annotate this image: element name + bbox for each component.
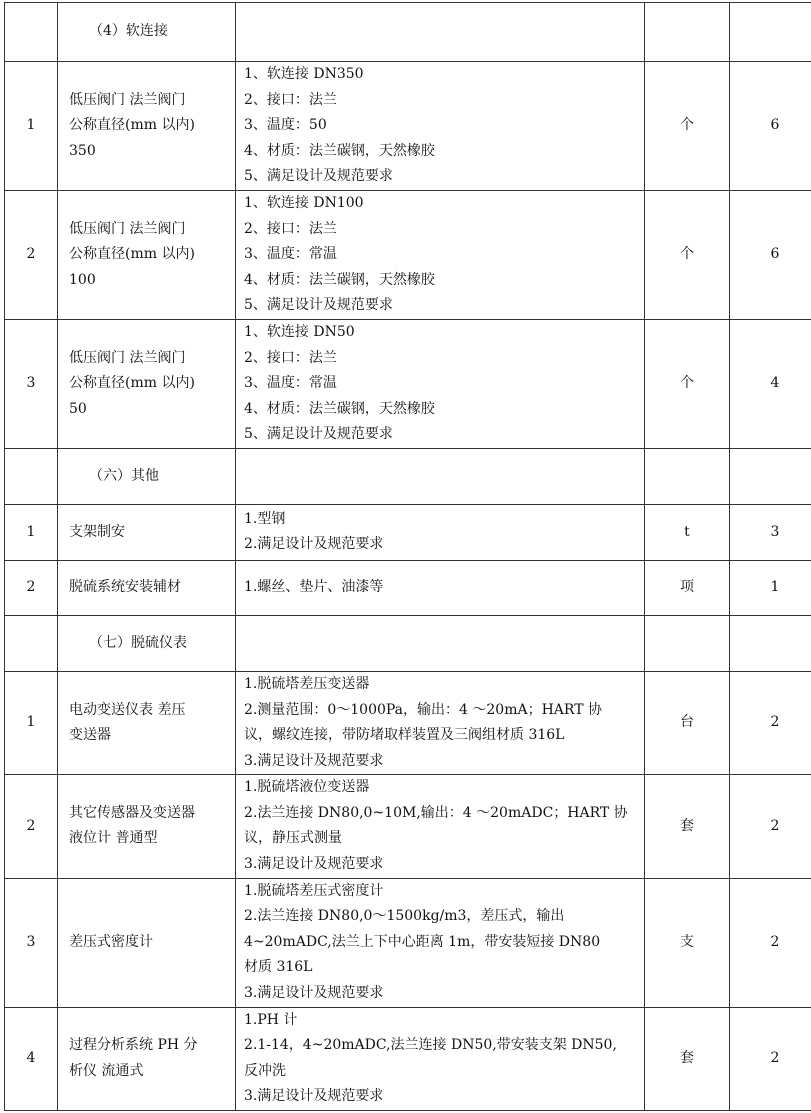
cell-no: 4 <box>5 1007 58 1110</box>
cell-no: 3 <box>5 878 58 1007</box>
desc-line: 1.型钢 <box>244 510 286 527</box>
cell-name <box>58 1007 236 1110</box>
cell-unit: 项 <box>645 560 730 615</box>
name-line: 公称直径(mm 以内) <box>69 117 195 134</box>
desc-line: 1、软连接 DN50 <box>244 323 355 340</box>
cell-unit: 套 <box>645 1007 730 1110</box>
section-title-cell <box>58 615 236 671</box>
desc-line: 3.满足设计及规范要求 <box>244 1088 384 1105</box>
desc-line: 4~20mADC,法兰上下中心距离 1m，带安装短接 DN80 <box>244 933 601 950</box>
desc-line: 2.法兰连接 DN80,0~10M,输出：4 ～20mADC；HART 协 <box>244 804 628 821</box>
cell-desc <box>236 671 645 774</box>
name-line: 过程分析系统 PH 分 <box>69 1037 198 1054</box>
cell-desc <box>236 1007 645 1110</box>
desc-line: 5、满足设计及规范要求 <box>244 168 393 185</box>
section-title: （4）软连接 <box>89 23 168 40</box>
cell-desc <box>236 504 645 560</box>
cell-name <box>58 319 236 448</box>
table-row <box>5 560 811 615</box>
table-row <box>5 62 811 191</box>
cell-desc <box>236 448 645 504</box>
desc-line: 3.满足设计及规范要求 <box>244 856 384 873</box>
cell-desc <box>236 615 645 671</box>
cell-unit <box>645 3 730 62</box>
desc-line: 2.法兰连接 DN80,0～1500kg/m3，差压式，输出 <box>244 908 565 925</box>
cell-qty: 2 <box>730 878 811 1007</box>
name-line: 液位计 普通型 <box>69 830 158 847</box>
desc-line: 2.满足设计及规范要求 <box>244 536 384 553</box>
cell-qty: 3 <box>730 504 811 560</box>
cell-desc <box>236 878 645 1007</box>
cell-name <box>58 62 236 191</box>
cell-unit: 个 <box>645 190 730 319</box>
cell-qty: 4 <box>730 319 811 448</box>
desc-line: 1.脱硫塔液位变送器 <box>244 779 370 796</box>
desc-line: 3、温度：50 <box>244 117 327 134</box>
cell-unit: 支 <box>645 878 730 1007</box>
cell-unit: 套 <box>645 775 730 878</box>
name-line: 100 <box>69 271 96 288</box>
desc-line: 3.满足设计及规范要求 <box>244 985 384 1002</box>
table-row-section <box>5 615 811 671</box>
cell-unit <box>645 448 730 504</box>
desc-line: 3、温度：常温 <box>244 246 337 263</box>
cell-name <box>58 504 236 560</box>
name-line: 其它传感器及变送器 <box>69 804 195 821</box>
cell-qty: 6 <box>730 190 811 319</box>
desc-line: 2、接口：法兰 <box>244 220 337 237</box>
table-row <box>5 1007 811 1110</box>
table-row <box>5 504 811 560</box>
desc-line: 1.脱硫塔差压式密度计 <box>244 882 384 899</box>
desc-line: 2.测量范围：0～1000Pa，输出：4 ～20mA；HART 协 <box>244 701 602 718</box>
cell-qty <box>730 448 811 504</box>
cell-desc <box>236 3 645 62</box>
cell-desc <box>236 560 645 615</box>
cell-no: 3 <box>5 319 58 448</box>
cell-name <box>58 671 236 774</box>
spec-table-body <box>5 3 811 1111</box>
cell-no: 1 <box>5 671 58 774</box>
cell-unit: 台 <box>645 671 730 774</box>
desc-line: 3.满足设计及规范要求 <box>244 752 384 769</box>
section-title-cell <box>58 3 236 62</box>
cell-no: 2 <box>5 775 58 878</box>
cell-no: 2 <box>5 190 58 319</box>
desc-line: 议，静压式测量 <box>244 830 342 847</box>
cell-name <box>58 560 236 615</box>
cell-no: 1 <box>5 504 58 560</box>
cell-no: 1 <box>5 62 58 191</box>
name-line: 支架制安 <box>69 523 125 540</box>
cell-qty: 6 <box>730 62 811 191</box>
cell-qty <box>730 3 811 62</box>
table-row <box>5 775 811 878</box>
section-title: （六）其他 <box>89 467 159 484</box>
cell-unit: t <box>645 504 730 560</box>
cell-unit: 个 <box>645 62 730 191</box>
desc-line: 5、满足设计及规范要求 <box>244 426 393 443</box>
name-line: 电动变送仪表 差压 <box>69 701 186 718</box>
name-line: 公称直径(mm 以内) <box>69 375 195 392</box>
desc-line: 3、温度：常温 <box>244 375 337 392</box>
name-line: 脱硫系统安装辅材 <box>69 579 181 596</box>
cell-desc <box>236 190 645 319</box>
desc-line: 4、材质：法兰碳钢，天然橡胶 <box>244 400 435 417</box>
name-line: 低压阀门 法兰阀门 <box>69 349 186 366</box>
name-line: 350 <box>69 142 96 159</box>
table-row <box>5 319 811 448</box>
cell-desc <box>236 775 645 878</box>
name-line: 差压式密度计 <box>69 933 153 950</box>
cell-name <box>58 775 236 878</box>
name-line: 析仪 流通式 <box>69 1062 144 1079</box>
table-row <box>5 671 811 774</box>
desc-line: 5、满足设计及规范要求 <box>244 297 393 314</box>
table-row-section <box>5 3 811 62</box>
desc-line: 反冲洗 <box>244 1062 286 1079</box>
cell-no: 2 <box>5 560 58 615</box>
cell-qty: 2 <box>730 775 811 878</box>
name-line: 变送器 <box>69 727 111 744</box>
cell-unit <box>645 615 730 671</box>
desc-line: 1、软连接 DN100 <box>244 194 364 211</box>
cell-no <box>5 448 58 504</box>
desc-line: 议，螺纹连接，带防堵取样装置及三阀组材质 316L <box>244 727 565 744</box>
cell-name <box>58 878 236 1007</box>
desc-line: 4、材质：法兰碳钢，天然橡胶 <box>244 271 435 288</box>
name-line: 低压阀门 法兰阀门 <box>69 91 186 108</box>
cell-no <box>5 615 58 671</box>
desc-line: 2、接口：法兰 <box>244 91 337 108</box>
cell-qty: 2 <box>730 671 811 774</box>
section-title: （七）脱硫仪表 <box>89 634 187 651</box>
cell-desc <box>236 319 645 448</box>
desc-line: 1.脱硫塔差压变送器 <box>244 675 370 692</box>
name-line: 公称直径(mm 以内) <box>69 246 195 263</box>
cell-no <box>5 3 58 62</box>
table-row <box>5 190 811 319</box>
cell-unit: 个 <box>645 319 730 448</box>
cell-name <box>58 190 236 319</box>
desc-line: 1.螺丝、垫片、油漆等 <box>244 579 384 596</box>
name-line: 低压阀门 法兰阀门 <box>69 220 186 237</box>
cell-qty <box>730 615 811 671</box>
cell-qty: 2 <box>730 1007 811 1110</box>
desc-line: 2、接口：法兰 <box>244 349 337 366</box>
desc-line: 2.1-14，4~20mADC,法兰连接 DN50,带安装支架 DN50, <box>244 1037 617 1054</box>
desc-line: 1.PH 计 <box>244 1011 298 1028</box>
table-row <box>5 878 811 1007</box>
desc-line: 1、软连接 DN350 <box>244 66 364 82</box>
cell-desc <box>236 62 645 191</box>
cell-qty: 1 <box>730 560 811 615</box>
spec-table <box>4 2 811 1111</box>
desc-line: 材质 316L <box>244 959 313 976</box>
name-line: 50 <box>69 400 87 417</box>
table-row-section <box>5 448 811 504</box>
section-title-cell <box>58 448 236 504</box>
desc-line: 4、材质：法兰碳钢，天然橡胶 <box>244 142 435 159</box>
